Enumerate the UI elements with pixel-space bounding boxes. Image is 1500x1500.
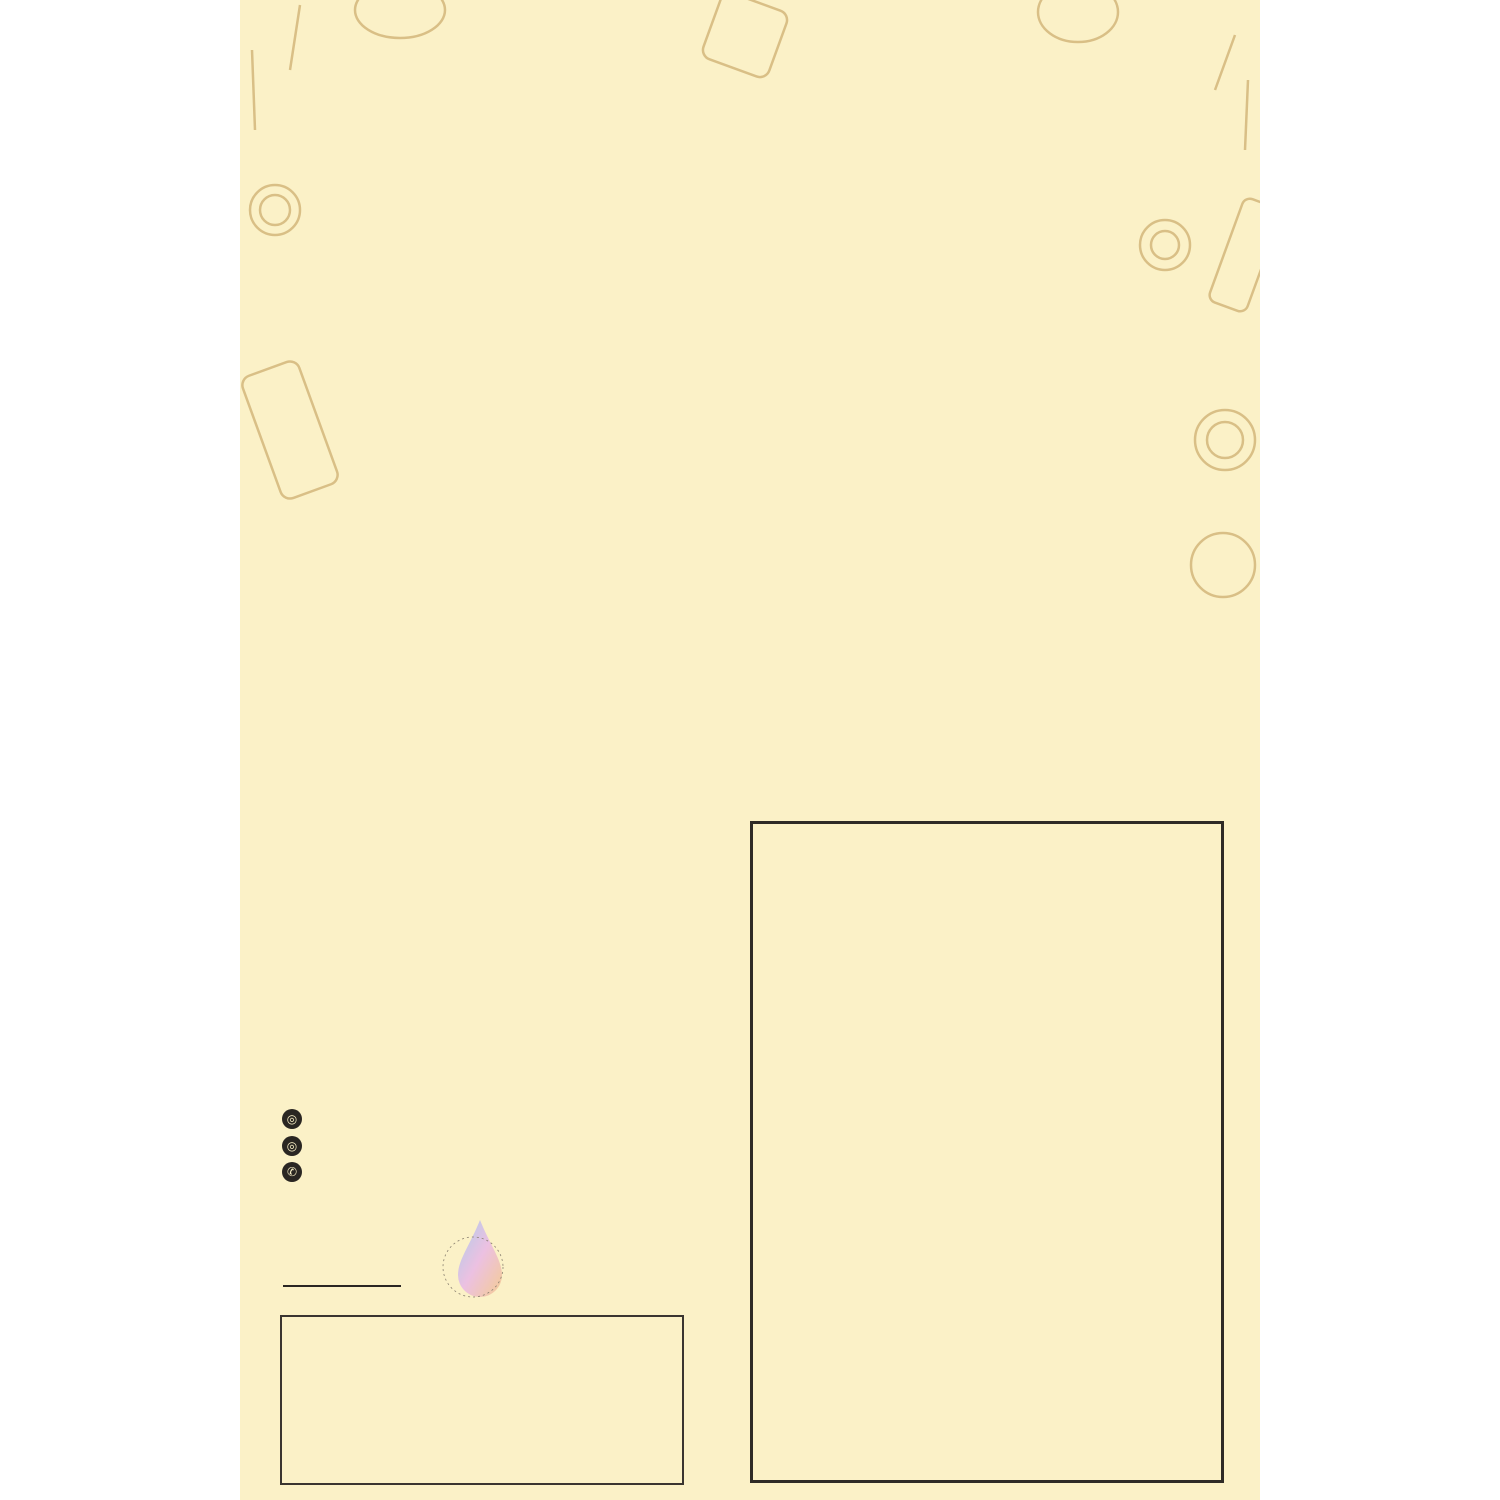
company-seal-icon bbox=[440, 1215, 506, 1305]
contact-instagram-1[interactable] bbox=[282, 1109, 310, 1129]
nutrition-facts-panel bbox=[750, 821, 1224, 1483]
instagram-icon: ◎ bbox=[282, 1109, 302, 1129]
fssai-underline bbox=[283, 1285, 401, 1287]
mfg-date-row bbox=[298, 1384, 428, 1409]
whatsapp-icon: ✆ bbox=[282, 1162, 302, 1182]
mrp-box bbox=[280, 1315, 684, 1485]
contact-whatsapp[interactable] bbox=[282, 1162, 310, 1182]
instagram-icon: ◎ bbox=[282, 1136, 302, 1156]
mrp-row bbox=[298, 1325, 428, 1350]
contact-instagram-2[interactable] bbox=[282, 1136, 310, 1156]
batch-no-row bbox=[298, 1442, 428, 1467]
